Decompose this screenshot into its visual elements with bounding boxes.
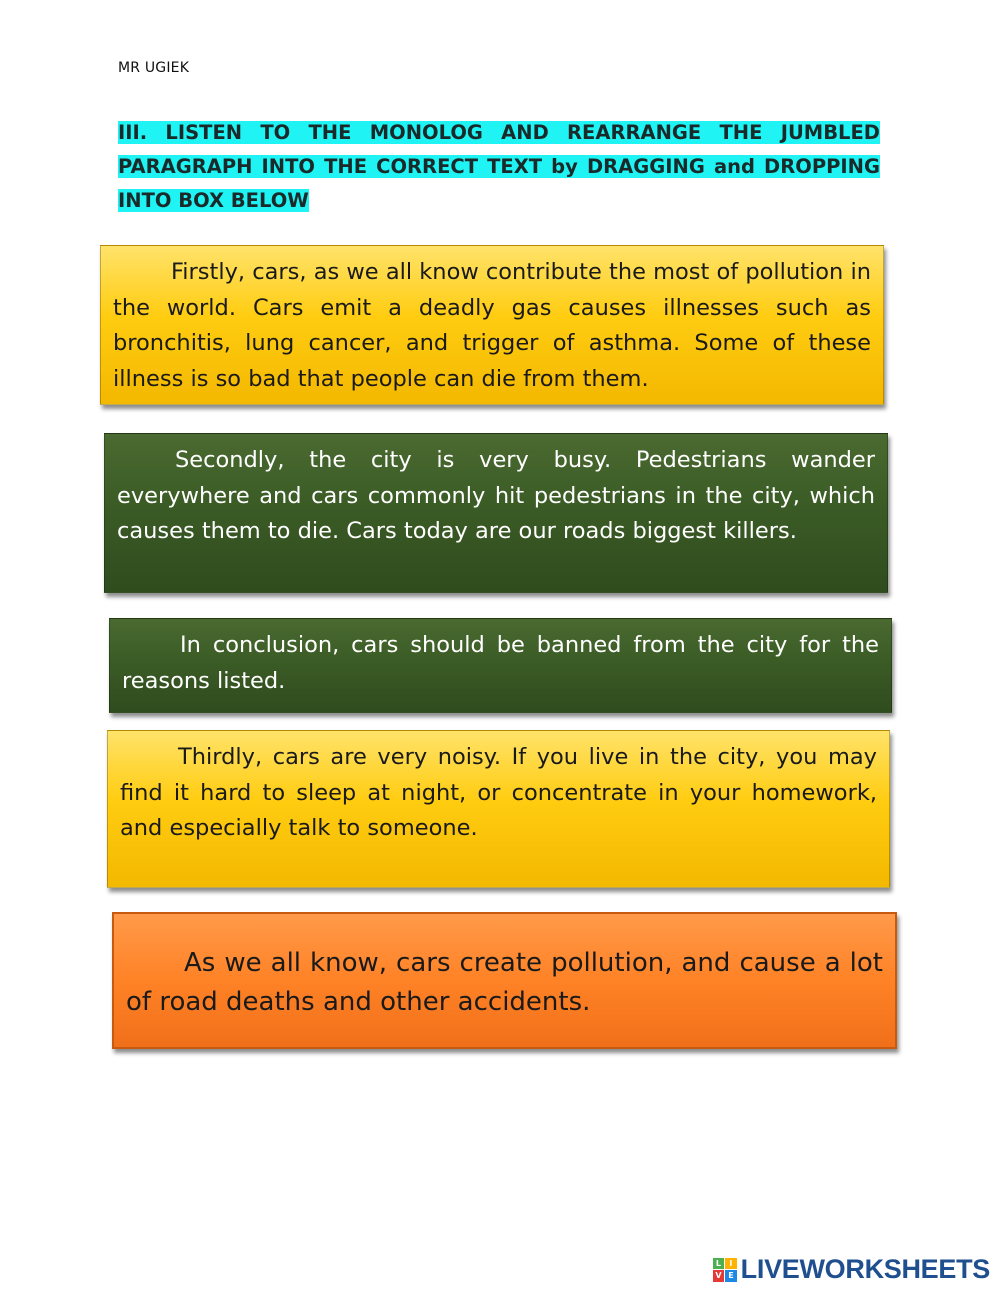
logo-mark-letter: I: [725, 1258, 737, 1270]
draggable-paragraph-intro[interactable]: As we all know, cars create pollution, and cause a lot of road deaths and other accidents.: [112, 912, 897, 1049]
draggable-paragraph-secondly[interactable]: Secondly, the city is very busy. Pedestrians wander everywhere and cars commonly hit pedestrians in the city, which causes them to die. Cars today are our roads biggest killers.: [104, 433, 888, 593]
logo-text: LIVEWORKSHEETS: [740, 1254, 990, 1284]
logo-mark-letter: V: [713, 1270, 725, 1282]
logo-mark-letter: L: [713, 1258, 725, 1270]
draggable-paragraph-conclusion[interactable]: In conclusion, cars should be banned from the city for the reasons listed.: [109, 618, 892, 713]
draggable-paragraph-thirdly[interactable]: Thirdly, cars are very noisy. If you live in the city, you may find it hard to sleep at night, or concentrate in your homework, and especially talk to someone.: [107, 730, 890, 888]
instruction-text: III. LISTEN TO THE MONOLOG AND REARRANGE THE JUMBLED PARAGRAPH INTO THE CORRECT TEXT by DRAGGING and DROPPING INTO BOX BELOW: [118, 121, 880, 212]
draggable-paragraph-firstly[interactable]: Firstly, cars, as we all know contribute the most of pollution in the world. Cars emit a deadly gas causes illnesses such as bronchitis, lung cancer, and trigger of asthma. Some of these illness is so bad that people can die from them.: [100, 245, 884, 405]
logo-mark-letter: E: [725, 1270, 737, 1282]
author-name: MR UGIEK: [118, 60, 190, 76]
instruction-heading: [118, 116, 880, 218]
liveworksheets-logo: [713, 1254, 990, 1285]
liveworksheets-logo-icon: [713, 1258, 737, 1282]
